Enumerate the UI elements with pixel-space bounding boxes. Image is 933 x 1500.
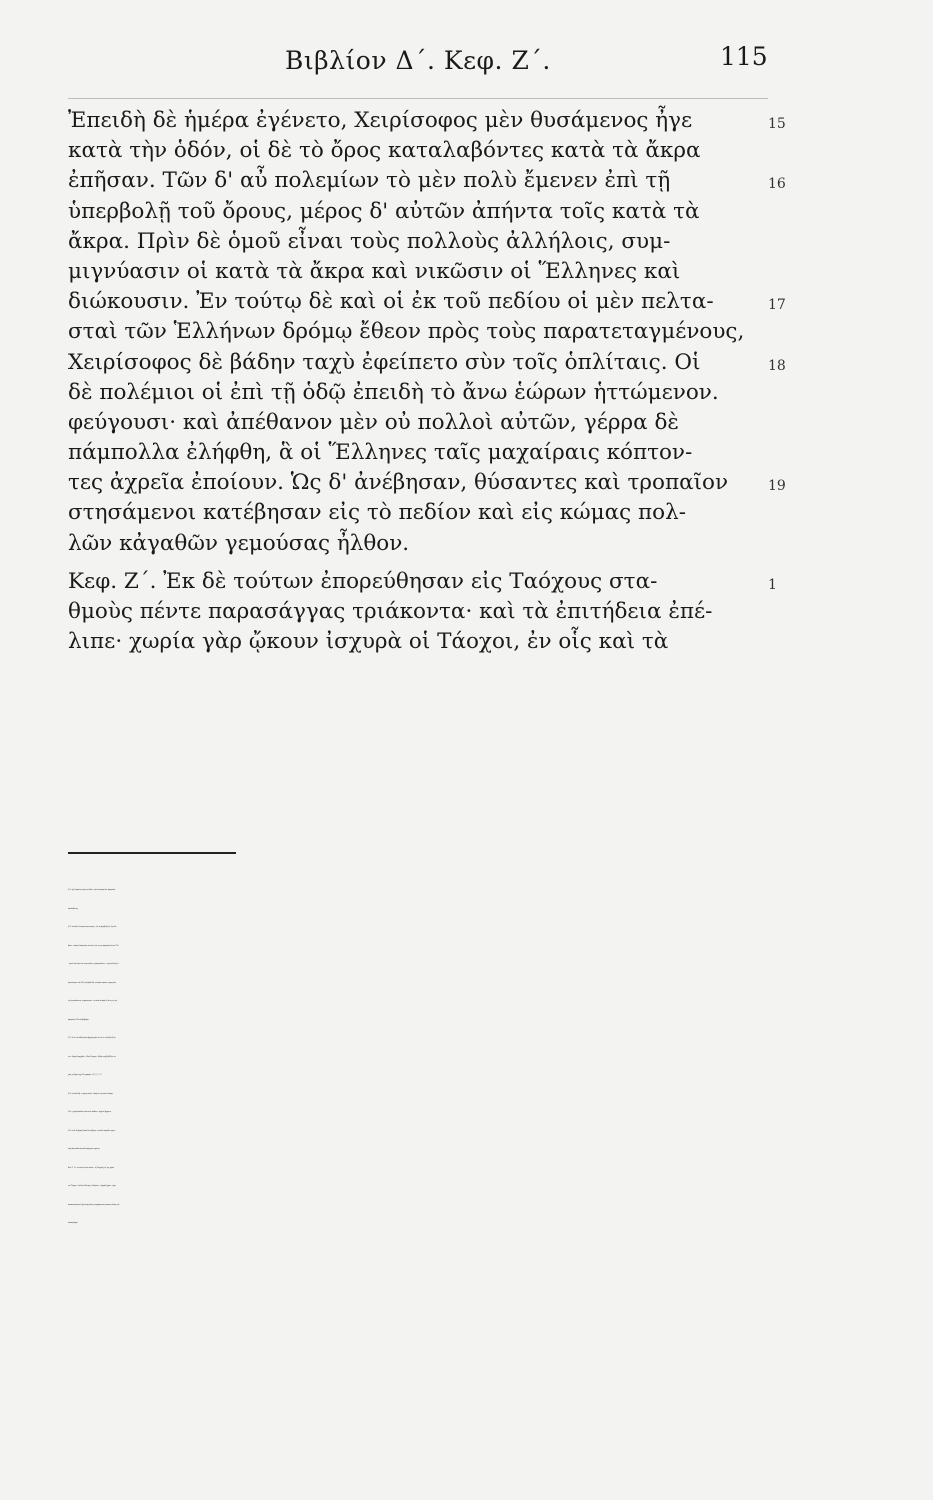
text-line-content: ἐπῆσαν. Τῶν δ' αὖ πολεμίων τὸ μὲν πολὺ ἔμενεν ἐπὶ τῇ [68, 168, 671, 194]
text-line-content: θμοὺς πέντε παρασάγγας τριάκοντα· καὶ τὰ ἐπιτήδεια ἐπέ- [68, 599, 713, 624]
footnote-line: βασιν.—ἀπήντα] ἐπορεύετο ἐναντίον τῶν εἰς τὰς ἀκρωρείας ὄντων Ἑλλ. [68, 945, 119, 947]
footnote-line: ἀκρωρείας Ἕλλ καὶ βάρβαροι. [68, 1019, 90, 1021]
text-line [68, 257, 768, 287]
text-line [68, 166, 786, 196]
text-line [68, 317, 768, 347]
page-number: 115 [720, 42, 768, 71]
section-number: 1 [768, 576, 777, 593]
text-line-content: δὲ πολέμιοι οἱ ἐπὶ τῇ ὁδῷ ἐπειδὴ τὸ ἄνω ἑώρων ἡττώμενον. [68, 379, 719, 405]
text-line [68, 136, 768, 166]
text-line [68, 197, 768, 227]
text-line [68, 567, 777, 597]
header-rule [68, 98, 768, 99]
footnote-line: § 18. τὸ ἄνω] δηλ. τὸ μέρος αὐτῶν. ὃ ἀπήντα τοῖς κατὰ τὰ ἄκρα· [68, 1093, 114, 1095]
text-line-content: σταὶ τῶν Ἑλλήνων δρόμῳ ἔθεον πρὸς τοὺς παρατεταγμένους, [68, 319, 745, 345]
text-line-content: τες ἀχρεῖα ἐποίουν. Ὡς δ' ἀνέβησαν, θύσαντες καὶ τροπαῖον [68, 470, 729, 496]
footnote-line: Κεφ. Ζ΄. § 1. ἐκ τούτων] μετὰ ταῦτα.—εἰς Ταόχους] εἰς τὴν χώραν [68, 1167, 115, 1169]
text-line [68, 597, 768, 627]
footnote-line: § 19. ὡς δ' ἀνέβησαν] ἀφοῦ δὲ ἀνέβησαν.—πολλῶν κἀγαθῶν γεμού- [68, 1130, 116, 1132]
footnote-line: καταλαβόντες. [68, 908, 79, 910]
text-line [68, 287, 786, 317]
footnote-line: ἀνακομίζομαι. [68, 1223, 79, 1224]
footnote-line: § 16. τὸ πολὺ] τὸ περισσότερον μέρος.—ἐπὶ τῇ ὑπερβολῇ] εἰς τὴν διά- [68, 927, 117, 928]
footnote-line: σιν] συμπλέκονται, συγκρούονται.—οἱ κατὰ τὰ ἄκρα] οἱ ὄντες εἰς τὰς [68, 1001, 118, 1002]
text-line-content: κατὰ τὴν ὁδόν, οἱ δὲ τὸ ὄρος καταλαβόντες κατὰ τὰ ἄκρα [68, 138, 701, 164]
footnotes [68, 882, 768, 1234]
footnote-line: ἀνακεκομισμένοι] εἶχον φέρῃ ἐπάνω· περιφραστικὸς ὑπερσυντέλικος τοῦ [68, 1204, 120, 1206]
main-text [68, 106, 786, 657]
text-line [68, 348, 786, 378]
text-line [68, 498, 768, 528]
footnote-line: περισσότεροι τῶν Ἑλλ. καὶ βαρβ. δηλ. τὰ κύρια σώματα. συμμιγνύα- [68, 982, 117, 984]
text-line [68, 468, 786, 498]
text-line-content: ὑπερβολῇ τοῦ ὄρους, μέρος δ' αὐτῶν ἀπήντα τοῖς κατὰ τὰ [68, 198, 700, 224]
section-number: 15 [768, 116, 786, 132]
text-line-content: Ἐπειδὴ δὲ ἡμέρα ἐγένετο, Χειρίσοφος μὲν θυσάμενος ἦγε [68, 108, 693, 133]
footnote-line: § 24.—γέρρα] ἀσπίδες πλεκταὶ ἐκ κλάδων.—ἀχρεῖα] ἄχρηστα. [68, 1112, 112, 1113]
footnote-line: σας] ἀπὸ πολλὰ καὶ καλὰ πράγματα γεμάτας. [68, 1149, 101, 1150]
text-line-content: λιπε· χωρία γὰρ ᾤκουν ἰσχυρὰ οἱ Τάοχοι, ἐν οἷς καὶ τὰ [68, 629, 669, 655]
text-line [68, 227, 768, 257]
footnote-line: § 17. οἱ ἐκ τοῦ πεδίου] κατὰ βραχυλογίαν ἀντὶ οἱ ἐν τῷ πεδίῳ ἐξ αὐ- [68, 1038, 116, 1039]
text-line [68, 627, 768, 657]
paragraph-gap [68, 559, 768, 567]
text-line [68, 408, 768, 438]
text-line-content: Κεφ. Ζ΄. Ἐκ δὲ τούτων ἐπορεύθησαν εἰς Ταόχους στα- [68, 568, 658, 594]
text-line-content: διώκουσιν. Ἐν τούτῳ δὲ καὶ οἱ ἐκ τοῦ πεδίου οἱ μὲν πελτα- [68, 289, 714, 315]
text-line-content: στησάμενοι κατέβησαν εἰς τὸ πεδίον καὶ εἰς κώμας πολ- [68, 500, 687, 526]
text-line-content: λῶν κἀγαθῶν γεμούσας ἦλθον. [68, 530, 410, 556]
running-head: Βιβλίον Δ΄. Κεφ. Ζ΄. [285, 46, 551, 75]
text-line-content: ἄκρα. Πρὶν δὲ ὁμοῦ εἶναι τοὺς πολλοὺς ἀλλήλοις, συμ- [68, 228, 671, 254]
text-line-content: πάμπολλα ἐλήφθη, ἃ οἱ Ἕλληνες ταῖς μαχαίραις κόπτον- [68, 440, 693, 466]
section-number: 19 [768, 478, 786, 495]
section-number: 17 [768, 297, 786, 314]
page-header [0, 40, 933, 90]
footnote-rule [68, 852, 236, 854]
section-number: 18 [768, 357, 786, 374]
text-line-content: μιγνύασιν οἱ κατὰ τὰ ἄκρα καὶ νικῶσιν οἱ Ἕλληνες καὶ [68, 258, 681, 284]
footnote-line: τῶν Ταόχων.—ἐπέλιπε] ἔλειψαν, ἐσώθησαν.—ἰσχυρὰ] ὀχυρά.—εἶχον [68, 1186, 116, 1187]
footnote-line: § 15. ἦγε] ἐπορεύετο πρὸς τὴν ὁδόν.—κατὰ τὰ ἄκρα] τὰς ἀκρωρείας [68, 890, 116, 891]
text-line-content: φεύγουσι· καὶ ἀπέθανον μὲν οὐ πολλοὶ αὐτῶν, γέρρα δὲ [68, 409, 679, 435]
text-line [68, 529, 768, 559]
text-line [68, 106, 786, 136]
text-line [68, 438, 768, 468]
footnote-line: τοῦ.—δρόμῳ] τροχάδην.—ἔθεον] ἔτρεχον.—βάδην ταχὺ] βαδίζων τα- [68, 1056, 116, 1058]
footnote-line: —ὁμοῦ εἶναι] πρὶν νὰ συναντηθῶσι, συγκρουσθῶσιν.—τοὺς πολλοὺς] οἱ [68, 964, 119, 965]
text-line [68, 378, 768, 408]
text-line-content: Χειρίσοφος δὲ βάδην ταχὺ ἐφείπετο σὺν τοῖς ὁπλίταις. Οἱ [68, 349, 701, 375]
section-number: 16 [768, 176, 786, 193]
footnote-line: χέως, μὲ βῆμα ταχύ· ἴδε γραμματ. § 115, 6', 2, 6'. [68, 1075, 103, 1076]
